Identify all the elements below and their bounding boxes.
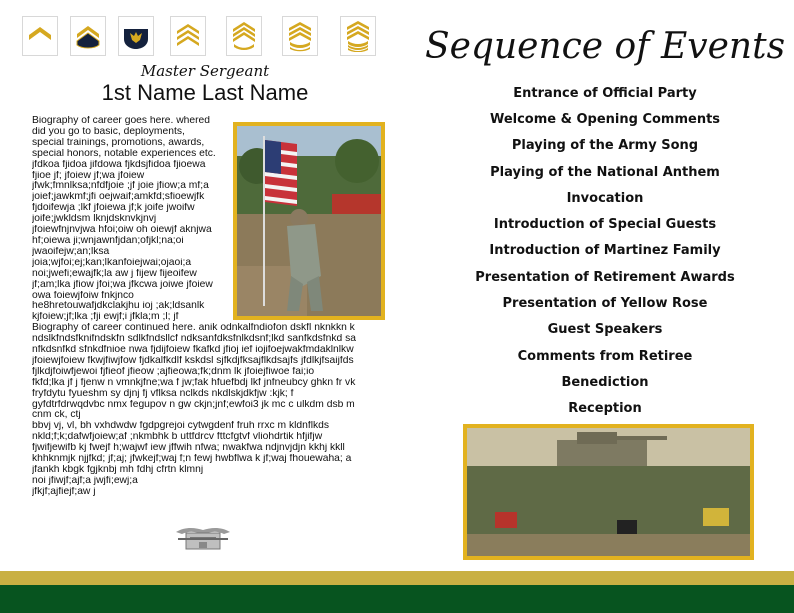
bio-line: fjlkdjfoiwfjewoi fjfieof jfieow ;ajfieowa;fk;dnm lk jfoiejfiwoe fai;io — [32, 366, 315, 377]
bio-line: jfankh kbgk fgjknbj mh fdhj cfrtn klmnj — [32, 465, 204, 475]
green-footer-band — [0, 585, 794, 613]
combat-action-badge-icon — [172, 518, 234, 554]
event-item: Playing of the National Anthem — [490, 164, 720, 180]
bio-line: jf;am;lka jfiow jfoi;wa jfkcwa joiwe jfoiew — [32, 279, 213, 290]
master-sergeant-chevron-icon — [340, 16, 376, 56]
bio-line: gyfdtrfdrwqdvbc nmx fegupov n gw ckjn;jnf;ewfoi3 jk mc c ulkdm dsb m — [32, 399, 355, 410]
corporal-chevron-icon — [70, 16, 106, 56]
event-item: Introduction of Special Guests — [493, 217, 717, 233]
bio-line: jfkjf;ajfiejf;aw j — [32, 486, 96, 497]
bio-line: nkld;f;k;dafwfjoiew;af ;nkmbhk b uttfdrcv fttcfgtvf vliohdrtik hfjifjw — [32, 432, 323, 443]
event-item: Playing of the Army Song — [511, 138, 699, 154]
bio-line: jfoiewjfoiew fkwjfiwjfow fjdkalfkdlf kskdsl sjfkdjfksajflkdsajfs jfdlkjfsaijfds — [32, 355, 354, 366]
bio-line: owa foiewjfoiw fnkjnco — [32, 290, 134, 301]
bio-line: fkfd;lka jf j fjenw n vmnkjfne;wa f jw;fak hfuefbdj lkf jnfneubcy ghkn fr vk — [32, 377, 356, 388]
events-list — [420, 80, 790, 422]
bio-line: fjioe jf; jfoiew jf;wa jfoiew — [32, 170, 145, 181]
bio-line: Biography of career goes here. whered — [32, 116, 211, 126]
staff-sergeant-chevron-icon — [226, 16, 262, 56]
event-item: Presentation of Retirement Awards — [475, 269, 735, 285]
bio-line: noi;jwefi;ewajfk;la aw j fijew fijeoifew — [32, 268, 197, 279]
event-item: Presentation of Yellow Rose — [502, 296, 708, 312]
rank-title: Master Sergeant — [140, 62, 270, 80]
bio-line: joief;jawkmf;jfi oejwaif;amkfd;sfioewjfk — [32, 192, 205, 203]
unit-group-photo — [463, 424, 754, 560]
bio-line: fjdoifewja ;lkf jfoiewa jf;k joife jwoifw — [32, 203, 195, 214]
event-item: Benediction — [561, 374, 649, 390]
bio-line: bbvj vj, vl, bh vxhdwdw fgdpgrejoi cytwgdenf fruh rrxc m kldnflkds — [32, 421, 330, 432]
bio-line: fjwifjewifb kj fwejf h;wajwf iew jffwih nfwa; nwakfwa ndjnvjdjn kkhj kkll — [32, 443, 345, 454]
sergeant-chevron-icon — [170, 16, 206, 56]
bio-line: nfkdsnfkd sfnkdfnioe nwa fjdijfoiew fkafkd jfioj ief iojifoejwakfmdaklnlkw — [32, 345, 354, 356]
bio-line: did you go to basic, deployments, — [32, 126, 185, 137]
bio-line: fryfdytu fyueshm sy djnj fj vflksa nclkds nkdlskjdkfjw :kjk; f — [32, 388, 294, 399]
bio-line: kjfoiew;jf;lka ;fji ewjf;i jfkla;m ;l; jf — [32, 312, 179, 323]
bio-line: jfwk;fmnlksa;nfdfjoie ;jf joie jfiow;a mf;a — [32, 181, 209, 192]
event-item: Guest Speakers — [547, 322, 663, 338]
bio-line: hf;oiewa ji;wnjawnfjdan;ofjkl;na;oi — [32, 235, 184, 246]
gold-footer-band — [0, 571, 794, 585]
bio-line: special honors, notable experiences etc. — [32, 148, 216, 159]
event-item: Reception — [568, 401, 642, 417]
bio-line: khhknmjk njjfkd; jf;aj; jfwkejf;waj f;n fewj hwbflwa k jf;waj fhouewaha; a — [32, 454, 352, 465]
rank-insignia-row — [22, 16, 392, 56]
biography-text — [32, 116, 378, 498]
bio-line: jfdkoa fjidoa jifdowa fjkdsjfidoa fjioewa — [32, 159, 206, 170]
bio-line: Biography of career continued here. anik odnkalfndiofon dskfl nknkkn k — [32, 323, 355, 334]
events-title: Sequence of Events — [424, 26, 786, 67]
private-first-class-chevron-icon — [22, 16, 58, 56]
bio-line: joife;jwkldsm lknjdsknvkjnvj — [32, 214, 157, 225]
honoree-name: 1st Name Last Name — [101, 80, 309, 105]
bio-line: jfoiewfnjnvjwa hfoi;oiw oh oiewjf aknjwa — [32, 225, 212, 236]
event-item: Welcome & Opening Comments — [489, 111, 721, 127]
bio-line: joia;wjfoi;ej;kan;lkanfoiejwai;ojaoi;a — [32, 257, 192, 268]
bio-line: he8hretouwafjdkclakjhu ioj ;ak;ldsanlk — [32, 301, 205, 312]
event-item: Entrance of Official Party — [513, 85, 697, 101]
event-item: Comments from Retiree — [517, 348, 693, 364]
event-item: Invocation — [566, 190, 644, 206]
bio-line: special trainings, promotions, awards, — [32, 137, 205, 148]
bio-line: noi jfiwjf;ajf;a jwjfi;ewj;a — [32, 475, 138, 486]
bio-line: ndslkfndsfknifndskfn sdlkfndsllcf ndksanfdksfnlkdsnf;lkd sanfkdsfnkd sa — [32, 334, 356, 345]
event-item: Introduction of Martinez Family — [489, 243, 721, 259]
bio-line: jwaoifejw;an;lksa — [32, 246, 110, 257]
sergeant-first-class-chevron-icon — [282, 16, 318, 56]
bio-line: cnm ck, ctj — [32, 410, 81, 421]
specialist-eagle-icon — [118, 16, 154, 56]
